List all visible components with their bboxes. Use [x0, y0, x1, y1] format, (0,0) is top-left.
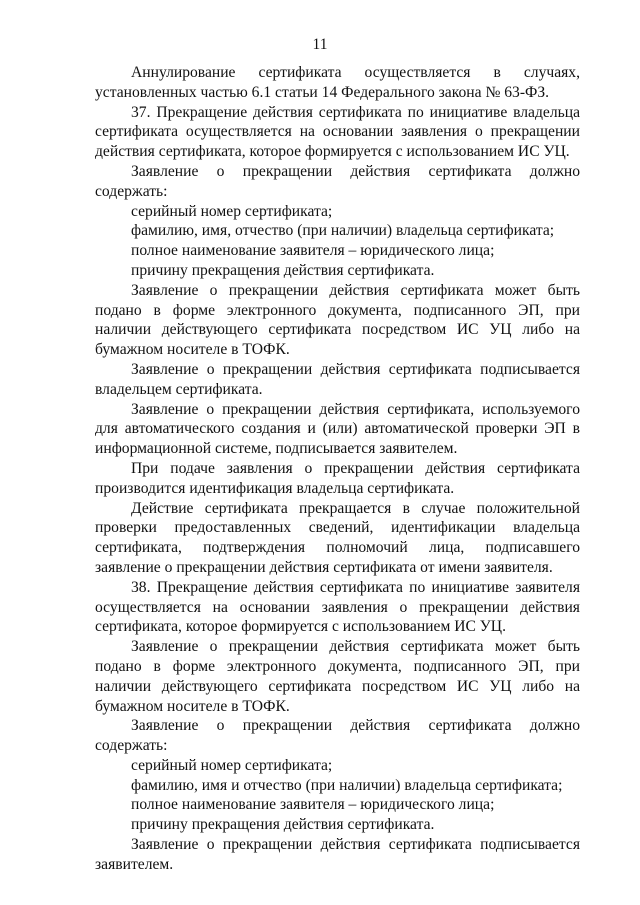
para-submission-1: Заявление о прекращении действия сертификата может быть подано в форме электронного документа, подписанного ЭП, при наличии действующего сертификата посредством ИС УЦ либо на бумажном носителе в ТОФК.	[95, 281, 580, 359]
item-reason-2: причину прекращения действия сертификата.	[131, 816, 435, 834]
para-contents-intro-1: Заявление о прекращении действия сертификата должно содержать:	[95, 162, 580, 200]
item-applicant-2: полное наименование заявителя – юридического лица;	[131, 796, 495, 814]
para-37: 37. Прекращение действия сертификата по инициативе владельца сертификата осуществляется на основании заявления о прекращении действия сертификата, которое формируется с использованием ИС УЦ.	[95, 103, 580, 161]
para-annulment: Аннулирование сертификата осуществляется в случаях, установленных частью 6.1 статьи 14 Федерального закона № 63-ФЗ.	[95, 64, 580, 101]
item-owner-name-2: фамилию, имя и отчество (при наличии) владельца сертификата;	[131, 776, 563, 794]
para-signed-applicant: Заявление о прекращении действия сертификата подписывается заявителем.	[95, 836, 580, 873]
para-signed-owner: Заявление о прекращении действия сертификата подписывается владельцем сертификата.	[95, 360, 580, 398]
para-38: 38. Прекращение действия сертификата по инициативе заявителя осуществляется на основании заявления о прекращении действия сертификата, которое формируется с использованием ИС УЦ.	[95, 578, 580, 636]
item-applicant-1: полное наименование заявителя – юридического лица;	[131, 242, 495, 260]
para-termination: Действие сертификата прекращается в случае положительной проверки предоставленных сведений, идентификации владельца сертификата, подтверждения полномочий лица, подписавшего заявление о прекращении действия сертификата от имени заявителя.	[95, 499, 580, 576]
para-contents-intro-2: Заявление о прекращении действия сертификата должно содержать:	[95, 717, 580, 755]
page-number: 11	[312, 36, 328, 53]
item-serial-1: серийный номер сертификата;	[131, 202, 333, 220]
para-submission-2: Заявление о прекращении действия сертификата может быть подано в форме электронного документа, подписанного ЭП, при наличии действующего сертификата посредством ИС УЦ либо на бумажном носителе в ТОФК.	[95, 638, 580, 715]
item-reason-1: причину прекращения действия сертификата.	[131, 261, 435, 279]
document-body	[95, 63, 580, 875]
para-automatic: Заявление о прекращении действия сертификата, используемого для автоматического создания и (или) автоматической проверки ЭП в информационной системе, подписывается заявителем.	[95, 400, 580, 458]
item-owner-name-1: фамилию, имя, отчество (при наличии) владельца сертификата;	[131, 222, 555, 240]
para-identification: При подаче заявления о прекращении действия сертификата производится идентификация владельца сертификата.	[95, 459, 580, 497]
item-serial-2: серийный номер сертификата;	[131, 756, 333, 774]
